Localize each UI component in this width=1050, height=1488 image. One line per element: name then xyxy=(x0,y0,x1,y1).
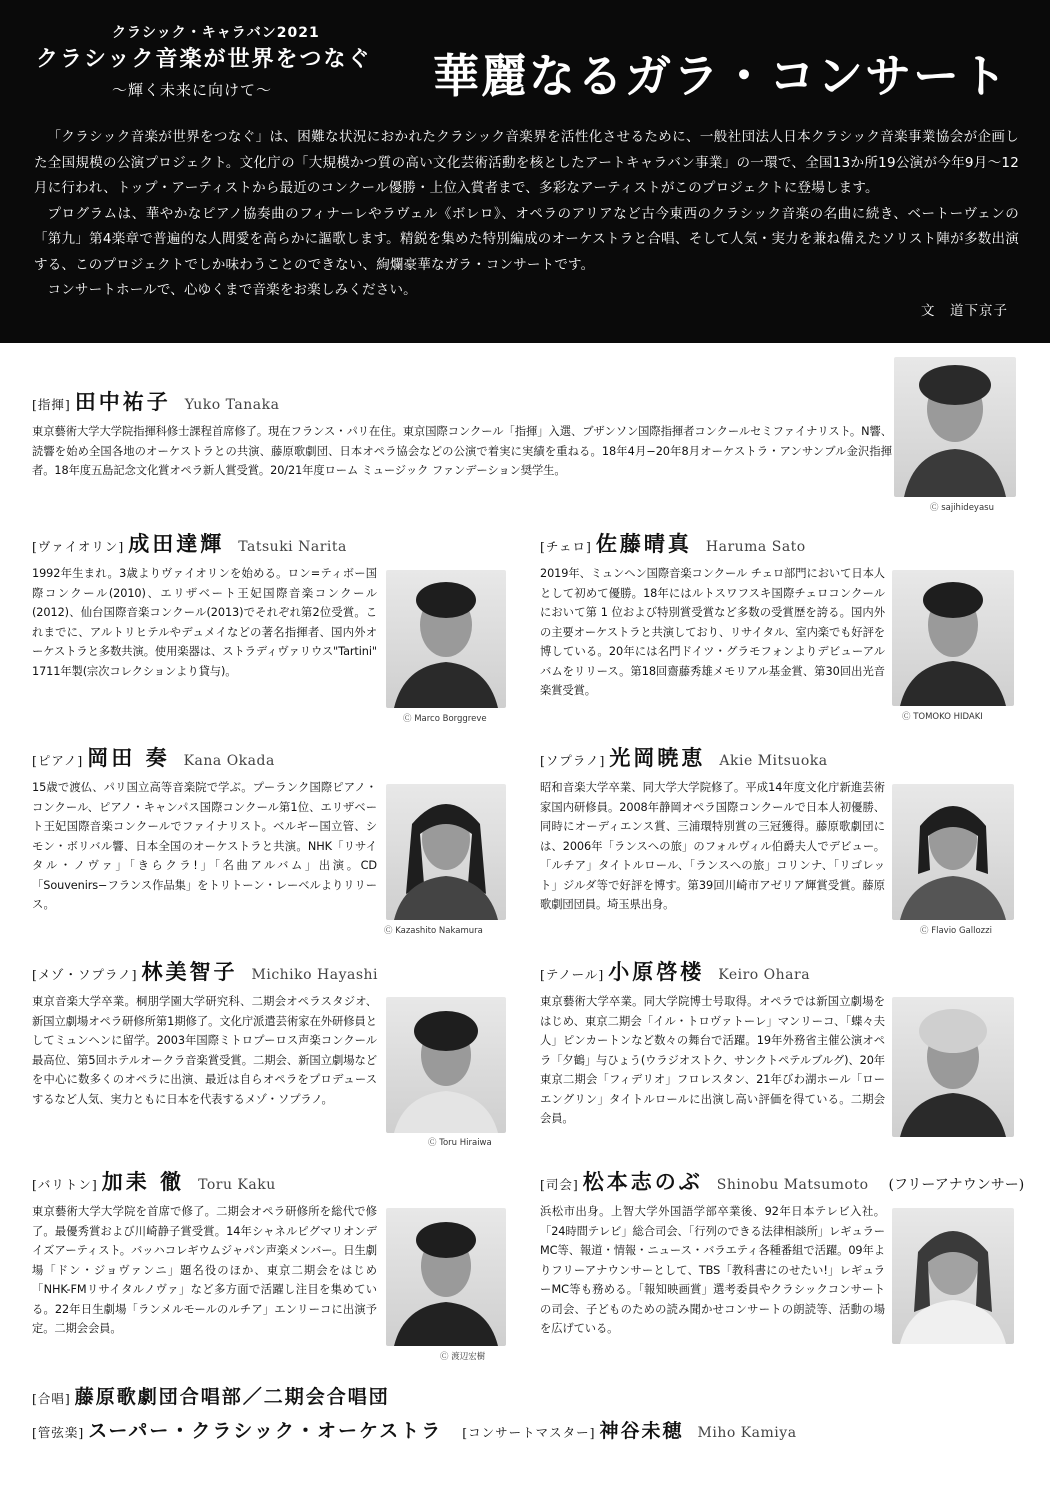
portrait-photo xyxy=(386,570,506,708)
bio-text: 1992年生まれ。3歳よりヴァイオリンを始める。ロン=ティボー国際コンクール(2010)、エリザベート王妃国際音楽コンクール(2012)、仙台国際音楽コンクール(2013)でそれぞれ第2位受賞。これまでに、アルトリヒテルやデュメイなどの著名指揮者、国内外オーケストラと多数共演。使用楽器は、ストラディヴァリウス"Tartini" 1711年製(宗次コレクションより貸与)。 xyxy=(32,567,377,678)
profile-narita xyxy=(32,528,377,681)
role-label: [ヴァイオリン] xyxy=(32,539,125,554)
photo-credit: Ⓒ sajihideyasu xyxy=(930,503,994,513)
name-jp: 佐藤晴真 xyxy=(595,531,692,556)
series-title: クラシック・キャラバン2021 xyxy=(112,25,320,41)
concert-subtitle: クラシック音楽が世界をつなぐ xyxy=(36,46,372,72)
chorus-name: 藤原歌劇団合唱部／二期会合唱団 xyxy=(74,1386,390,1408)
role-label: [合唱] xyxy=(32,1391,71,1406)
concert-tagline: ～輝く未来に向けて～ xyxy=(112,81,273,99)
photo-credit: Ⓒ Marco Borggreve xyxy=(403,714,487,724)
bio-text: 東京藝術大学卒業。同大学院博士号取得。オペラでは新国立劇場をはじめ、東京二期会「イル・トロヴァトーレ」マンリーコ、「蝶々夫人」ピンカートンなど数々の舞台で活躍。19年外務省主催公演オペラ「夕鶴」与ひょう(ウラジオストク、サンクトペテルブルグ)、20年東京二期会「フィデリオ」フロレスタン、21年びわ湖ホール「ローエングリン」タイトルロールに出演し高い評価を得ている。二期会会員。 xyxy=(540,995,885,1125)
photo-credit: Ⓒ 渡辺宏樹 xyxy=(440,1352,486,1362)
name-en: Kana Okada xyxy=(183,753,275,769)
role-label: [メゾ・ソプラノ] xyxy=(32,967,138,982)
bio-text: 15歳で渡仏、パリ国立高等音楽院で学ぶ。プーランク国際ピアノ・コンクール、ピアノ・キャンパス国際コンクール第1位、エリザベート王妃国際音楽コンクールでファイナリスト。ベルギー国立管、シモン・ボリバル響、日本全国のオーケストラと共演。NHK「リサイタル・ノヴァ」「きらクラ!」「名曲アルバム」出演。CD「Souvenirs−フランス作品集」をトリトーン・レーベルよりリリース。 xyxy=(32,781,377,911)
profile-hayashi xyxy=(32,956,377,1109)
orchestra-line xyxy=(32,1416,797,1443)
portrait-photo xyxy=(894,357,1016,497)
name-jp: 小原啓楼 xyxy=(608,959,705,984)
portrait-photo xyxy=(892,1208,1014,1344)
bio-text: 東京音楽大学卒業。桐朋学園大学研究科、二期会オペラスタジオ、新国立劇場オペラ研修所第1期修了。文化庁派遣芸術家在外研修員としてミュンヘンに留学。2003年国際ミトロプーロス声楽コンクール最高位、第5回ホテルオークラ音楽賞受賞。二期会、新国立劇場などを中心に数多くのオペラに出演、最近は自らオペラをプロデュースするなど人気、実力ともに日本を代表するメゾ・ソプラノ。 xyxy=(32,995,377,1106)
bio-text: 2019年、ミュンヘン国際音楽コンクール チェロ部門において日本人として初めて優勝。18年にはルトスワフスキ国際チェロコンクールにおいて第 1 位および特別賞受賞など多数の受賞歴を誇る。国内外の主要オーケストラと共演しており、リサイタル、室内楽でも好評を博している。20年には名門ドイツ・グラモフォンよりデビューアルバムをリリース。第18回齋藤秀雄メモリアル基金賞、第30回出光音楽賞受賞。 xyxy=(540,567,885,697)
intro-paragraph: プログラムは、華やかなピアノ協奏曲のフィナーレやラヴェル《ボレロ》、オペラのアリアなど古今東西のクラシック音楽の名曲に続き、ベートーヴェンの「第九」第4楽章で普遍的な人間愛を高らかに謳歌します。精鋭を集めた特別編成のオーケストラと合唱、そして人気・実力を兼ね備えたソリスト陣が多数出演する、このプロジェクトでしか味わうことのできない、絢爛豪華なガラ・コンサートです。 xyxy=(34,205,1019,273)
name-jp: 光岡暁恵 xyxy=(609,745,706,770)
role-label: [管弦楽] xyxy=(32,1425,85,1440)
role-label: [指揮] xyxy=(32,397,71,412)
profile-okada xyxy=(32,742,377,915)
bio-text: 昭和音楽大学卒業、同大学大学院修了。平成14年度文化庁新進芸術家国内研修員。2008年静岡オペラ国際コンクールで日本人初優勝、同時にオーディエンス賞、三浦環特別賞の三冠獲得。藤原歌劇団には、2006年「ランスへの旅」のフォルヴィル伯爵夫人でデビュー。「ルチア」タイトルロール、「ランスへの旅」コリンナ、「リゴレット」ジルダ等で好評を博す。第39回川崎市アゼリア輝賞受賞。藤原歌劇団団員。埼玉県出身。 xyxy=(540,781,885,911)
name-en: Tatsuki Narita xyxy=(238,539,347,555)
name-jp: 松本志のぶ xyxy=(582,1169,703,1194)
name-en: Haruma Sato xyxy=(705,539,806,555)
name-jp: 成田達輝 xyxy=(128,531,225,556)
portrait-photo xyxy=(386,784,506,920)
role-label: [ピアノ] xyxy=(32,753,84,768)
portrait-photo xyxy=(386,1208,506,1346)
name-jp: 加耒 徹 xyxy=(101,1169,185,1194)
name-en: Toru Kaku xyxy=(198,1177,276,1193)
name-en: Miho Kamiya xyxy=(697,1425,797,1441)
profile-tanaka xyxy=(32,386,892,481)
role-label: [チェロ] xyxy=(540,539,592,554)
profile-sato xyxy=(540,528,885,701)
photo-credit: Ⓒ Kazashito Nakamura xyxy=(384,926,483,936)
photo-credit: Ⓒ Flavio Gallozzi xyxy=(920,926,992,936)
portrait-photo xyxy=(386,997,506,1133)
role-label: [コンサートマスター] xyxy=(462,1425,596,1440)
portrait-photo xyxy=(892,570,1014,706)
photo-credit: Ⓒ Toru Hiraiwa xyxy=(428,1138,492,1148)
concertmaster-name: 神谷未穂 xyxy=(599,1420,684,1442)
photo-credit: Ⓒ TOMOKO HIDAKI xyxy=(902,712,983,722)
portrait-photo xyxy=(892,997,1014,1137)
role-label: [司会] xyxy=(540,1177,579,1192)
bio-text: 東京藝術大学大学院を首席で修了。二期会オペラ研修所を総代で修了。最優秀賞および川崎静子賞受賞。14年シャネルピグマリオンデイズアーティスト。バッハコレギウムジャパン声楽メンバー。日生劇場「ドン・ジョヴァンニ」題名役のほか、東京二期会をはじめ「NHK-FMリサイタルノヴァ」など多方面で活躍し注目を集めている。22年日生劇場「ランメルモールのルチア」エンリーコに出演予定。二期会会員。 xyxy=(32,1205,377,1335)
name-jp: 林美智子 xyxy=(141,959,238,984)
name-en: Yuko Tanaka xyxy=(184,397,280,413)
name-en: Akie Mitsuoka xyxy=(719,753,828,769)
name-en: Keiro Ohara xyxy=(718,967,811,983)
profile-mitsuoka xyxy=(540,742,885,915)
portrait-photo xyxy=(892,784,1014,920)
bio-text: 東京藝術大学大学院指揮科修士課程首席修了。現在フランス・パリ在住。東京国際コンクール「指揮」入選、ブザンソン国際指揮者コンクールセミファイナリスト。N響、読響を始め全国各地のオーケストラとの共演、藤原歌劇団、日本オペラ協会などの公演で着実に実績を重ねる。18年4月−20年8月オーケストラ・アンサンブル金沢指揮者。18年度五島記念文化賞オペラ新人賞受賞。20/21年度ローム ミュージック ファンデーション奨学生。 xyxy=(32,425,892,477)
name-en: Shinobu Matsumoto xyxy=(716,1177,869,1193)
intro-paragraph: コンサートホールで、心ゆくまで音楽をお楽しみください。 xyxy=(47,282,417,298)
chorus-line xyxy=(32,1382,390,1409)
intro-paragraph: 「クラシック音楽が世界をつなぐ」は、困難な状況におかれたクラシック音楽界を活性化させるために、一般社団法人日本クラシック音楽事業協会が企画した全国規模の公演プロジェクト。文化庁の「大規模かつ質の高い文化芸術活動を核としたアートキャラバン事業」の一環で、全国13か所19公演が今年9月～12月に行われ、トップ・アーティストから最近のコンクール優勝・上位入賞者まで、多彩なアーティストがこのプロジェクトに登場します。 xyxy=(34,129,1019,196)
role-label: [バリトン] xyxy=(32,1177,98,1192)
author-credit: 文 道下京子 xyxy=(921,303,1008,319)
profile-kaku xyxy=(32,1166,377,1339)
name-jp: 田中祐子 xyxy=(74,389,171,414)
profile-ohara xyxy=(540,956,885,1129)
role-label: [ソプラノ] xyxy=(540,753,606,768)
intro-text xyxy=(34,125,1019,304)
role-note: (フリーアナウンサー) xyxy=(888,1177,1025,1193)
header-banner xyxy=(0,0,1050,343)
bio-text: 浜松市出身。上智大学外国語学部卒業後、92年日本テレビ入社。「24時間テレビ」総合司会、「行列のできる法律相談所」レギュラーMC等、報道・情報・ニュース・バラエティ各種番組で活躍。09年よりフリーアナウンサーとして、TBS「教科書にのせたい!」レギュラーMC等も務める。「報知映画賞」選考委員やクラシックコンサートの司会、子どものための読み聞かせコンサートの朗読等、活動の場を広げている。 xyxy=(540,1205,885,1335)
name-en: Michiko Hayashi xyxy=(251,967,379,983)
role-label: [テノール] xyxy=(540,967,605,982)
orchestra-name: スーパー・クラシック・オーケストラ xyxy=(88,1420,443,1442)
name-jp: 岡田 奏 xyxy=(87,745,170,770)
concert-title: 華麗なるガラ・コンサート xyxy=(433,49,1009,103)
